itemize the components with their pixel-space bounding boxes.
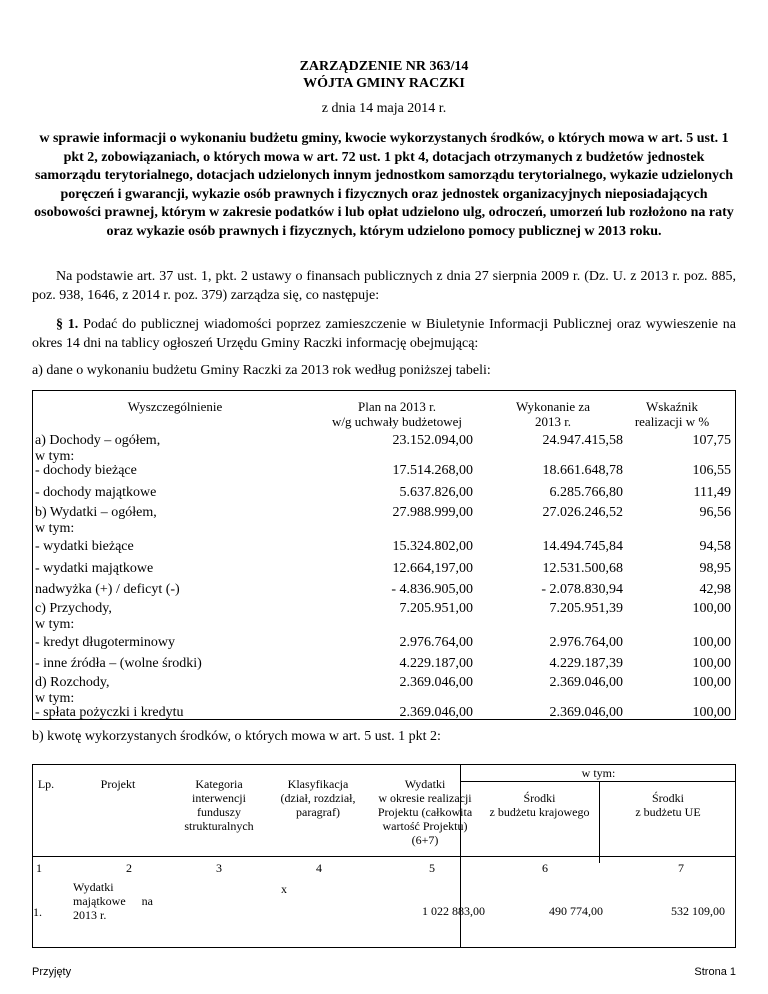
row-divider — [33, 856, 735, 857]
row-plan-value: 23.152.094,00 — [392, 433, 473, 448]
row-description: - wydatki majątkowe — [35, 561, 154, 576]
row-index-value: 100,00 — [692, 675, 731, 690]
header-eu-l1: Środki — [651, 791, 684, 805]
row-description: - inne źródła – (wolne środki) — [35, 656, 202, 671]
header-description: Wyszczególnienie — [127, 399, 223, 414]
row-plan-value: 2.369.046,00 — [399, 675, 473, 690]
row-description-sub: w tym: — [35, 521, 75, 536]
header-category-l3: funduszy — [197, 805, 241, 819]
row-execution-value: 24.947.415,58 — [542, 433, 623, 448]
section-1-paragraph — [32, 316, 736, 353]
row-project — [73, 880, 153, 922]
section-1-text: Podać do publicznej wiadomości poprzez zamieszczenie w Biuletynie Informacji Publicznej oraz wywieszenie na okres 14 dni na tablicy ogłoszeń Urzędu Gminy Raczki informację obejmującą: — [32, 317, 737, 351]
eu-funds-table — [32, 764, 736, 948]
row-project-l1: Wydatki — [73, 880, 114, 894]
header-classification-l3: paragraf) — [296, 805, 340, 819]
header-index — [607, 399, 737, 429]
row-description-sub: w tym: — [35, 691, 75, 706]
header-expenditure-l3: Projektu (całkowita — [377, 805, 473, 819]
section-1-marker: § 1. — [56, 317, 79, 332]
footer-page-number: Strona 1 — [694, 966, 736, 978]
row-execution-value: 27.026.246,52 — [542, 505, 623, 520]
row-plan-value: 5.637.826,00 — [399, 485, 473, 500]
row-index-value: 106,55 — [692, 463, 731, 478]
row-execution-value: - 2.078.830,94 — [541, 582, 623, 597]
header-execution-line1: Wykonanie za — [516, 399, 590, 414]
header-execution-line2: 2013 r. — [534, 414, 572, 429]
subheader-divider — [460, 781, 735, 782]
header-eu-funds — [599, 791, 737, 819]
row-index-value: 96,56 — [699, 505, 731, 520]
row-plan-value: 15.324.802,00 — [392, 539, 473, 554]
row-execution-value: 7.205.951,39 — [549, 601, 623, 616]
header-index-line2: realizacji w % — [634, 414, 710, 429]
row-execution-value: 2.369.046,00 — [549, 675, 623, 690]
row-classification: x — [281, 882, 287, 896]
col-number-6: 6 — [542, 861, 548, 875]
document-issuer: WÓJTA GMINY RACZKI — [303, 76, 465, 91]
row-index-value: 100,00 — [692, 635, 731, 650]
row-index-value: 100,00 — [692, 601, 731, 616]
row-index-value: 111,49 — [693, 485, 731, 500]
header-category-l1: Kategoria — [195, 777, 243, 791]
header-classification — [263, 777, 373, 819]
row-description-sub: w tym: — [35, 617, 75, 632]
row-index-value: 100,00 — [692, 705, 731, 720]
row-execution-value: 6.285.766,80 — [549, 485, 623, 500]
header-lp: Lp. — [37, 777, 55, 791]
row-index-value: 100,00 — [692, 656, 731, 671]
row-project-l3: 2013 r. — [73, 908, 107, 922]
header-classification-l1: Klasyfikacja — [287, 777, 349, 791]
row-description: - kredyt długoterminowy — [35, 635, 175, 650]
header-expenditure — [369, 777, 481, 847]
col-number-7: 7 — [678, 861, 684, 875]
header-expenditure-l5: (6+7) — [411, 833, 439, 847]
document-date: z dnia 14 maja 2014 r. — [321, 101, 447, 116]
row-execution-value: 2.976.764,00 — [549, 635, 623, 650]
row-execution-value: 2.369.046,00 — [549, 705, 623, 720]
header-expenditure-l4: wartość Projektu) — [382, 819, 468, 833]
row-description: - dochody bieżące — [35, 463, 137, 478]
header-national-l2: z budżetu krajowego — [489, 805, 590, 819]
document-subject: w sprawie informacji o wykonaniu budżetu gminy, kwocie wykorzystanych środków, o których mowa w art. 5 ust. 1 pkt 2, zobowiązaniach, o których mowa w art. 72 ust. 1 pkt 4, dotacjach otrzymanych z budżetów jednostek samorządu terytorialnego, dotacjach udzielonych innym jednostkom samorządu terytorialnego, wykazie udzielonych poręczeń i gwarancji, wykazie osób prawnych i fizycznych oraz jednostek organizacyjnych nieposiadających osobowości prawnej, którym w zakresie podatków i lub opłat udzielono ulg, odroczeń, umorzeń lub rozłożono na raty oraz wykazie osób prawnych i fizycznych, którym udzielono pomocy publicznej w 2013 roku. — [34, 131, 734, 239]
row-execution-value: 14.494.745,84 — [542, 539, 623, 554]
header-classification-l2: (dział, rozdział, — [280, 791, 356, 805]
row-description: nadwyżka (+) / deficyt (-) — [35, 582, 180, 597]
row-project-na: na — [141, 894, 153, 908]
row-project-l2-word: majątkowe — [73, 894, 126, 908]
item-a-text: a) dane o wykonaniu budżetu Gminy Raczki za 2013 rok według poniższej tabeli: — [32, 363, 491, 378]
header-category-l4: strukturalnych — [184, 819, 254, 833]
row-index-value: 42,98 — [699, 582, 731, 597]
row-plan-value: - 4.836.905,00 — [391, 582, 473, 597]
row-eu: 532 109,00 — [671, 904, 725, 918]
header-project: Projekt — [100, 777, 136, 791]
footer-status: Przyjęty — [32, 966, 72, 978]
row-expenditure: 1 022 883,00 — [422, 904, 485, 918]
header-national-funds — [480, 791, 599, 819]
header-expenditure-l1: Wydatki — [404, 777, 446, 791]
row-plan-value: 4.229.187,00 — [399, 656, 473, 671]
row-description: d) Rozchody, — [35, 675, 110, 690]
col-number-1: 1 — [36, 861, 42, 875]
row-index-value: 98,95 — [699, 561, 731, 576]
header-including: w tym: — [581, 766, 616, 780]
row-national: 490 774,00 — [549, 904, 603, 918]
budget-execution-table — [32, 390, 736, 720]
header-plan-line1: Plan na 2013 r. — [358, 399, 436, 414]
row-description: c) Przychody, — [35, 601, 112, 616]
row-execution-value: 4.229.187,39 — [549, 656, 623, 671]
row-execution-value: 12.531.500,68 — [542, 561, 623, 576]
row-lp: 1. — [33, 905, 42, 919]
header-eu-l2: z budżetu UE — [635, 805, 701, 819]
row-plan-value: 27.988.999,00 — [392, 505, 473, 520]
header-index-line1: Wskaźnik — [646, 399, 698, 414]
row-description: b) Wydatki – ogółem, — [35, 505, 157, 520]
row-index-value: 107,75 — [692, 433, 731, 448]
item-b-text: b) kwotę wykorzystanych środków, o których mowa w art. 5 ust. 1 pkt 2: — [32, 729, 441, 744]
document-title: ZARZĄDZENIE NR 363/14 — [299, 59, 469, 74]
row-project-l2 — [73, 894, 153, 908]
row-index-value: 94,58 — [699, 539, 731, 554]
row-plan-value: 17.514.268,00 — [392, 463, 473, 478]
row-description: - wydatki bieżące — [35, 539, 134, 554]
col-number-3: 3 — [216, 861, 222, 875]
row-plan-value: 2.369.046,00 — [399, 705, 473, 720]
header-plan-line2: w/g uchwały budżetowej — [332, 414, 462, 429]
row-description: a) Dochody – ogółem, — [35, 433, 161, 448]
row-description: - dochody majątkowe — [35, 485, 157, 500]
col-number-4: 4 — [316, 861, 322, 875]
row-plan-value: 7.205.951,00 — [399, 601, 473, 616]
legal-basis-text: Na podstawie art. 37 ust. 1, pkt. 2 ustawy o finansach publicznych z dnia 27 sierpnia 2009 r. (Dz. U. z 2013 r. poz. 885, poz. 938, 1646, z 2014 r. poz. 379) zarządza się, co następuje: — [32, 269, 736, 303]
legal-basis-paragraph — [32, 268, 736, 305]
col-number-5: 5 — [429, 861, 435, 875]
header-national-l1: Środki — [523, 791, 556, 805]
header-category-l2: interwencji — [192, 791, 246, 805]
row-description-sub: w tym: — [35, 449, 75, 464]
row-description: - spłata pożyczki i kredytu — [35, 705, 184, 720]
col-number-2: 2 — [126, 861, 132, 875]
header-expenditure-l2: w okresie realizacji — [378, 791, 472, 805]
row-execution-value: 18.661.648,78 — [542, 463, 623, 478]
row-plan-value: 12.664,197,00 — [392, 561, 473, 576]
header-plan — [317, 399, 477, 429]
row-plan-value: 2.976.764,00 — [399, 635, 473, 650]
header-category — [163, 777, 275, 833]
